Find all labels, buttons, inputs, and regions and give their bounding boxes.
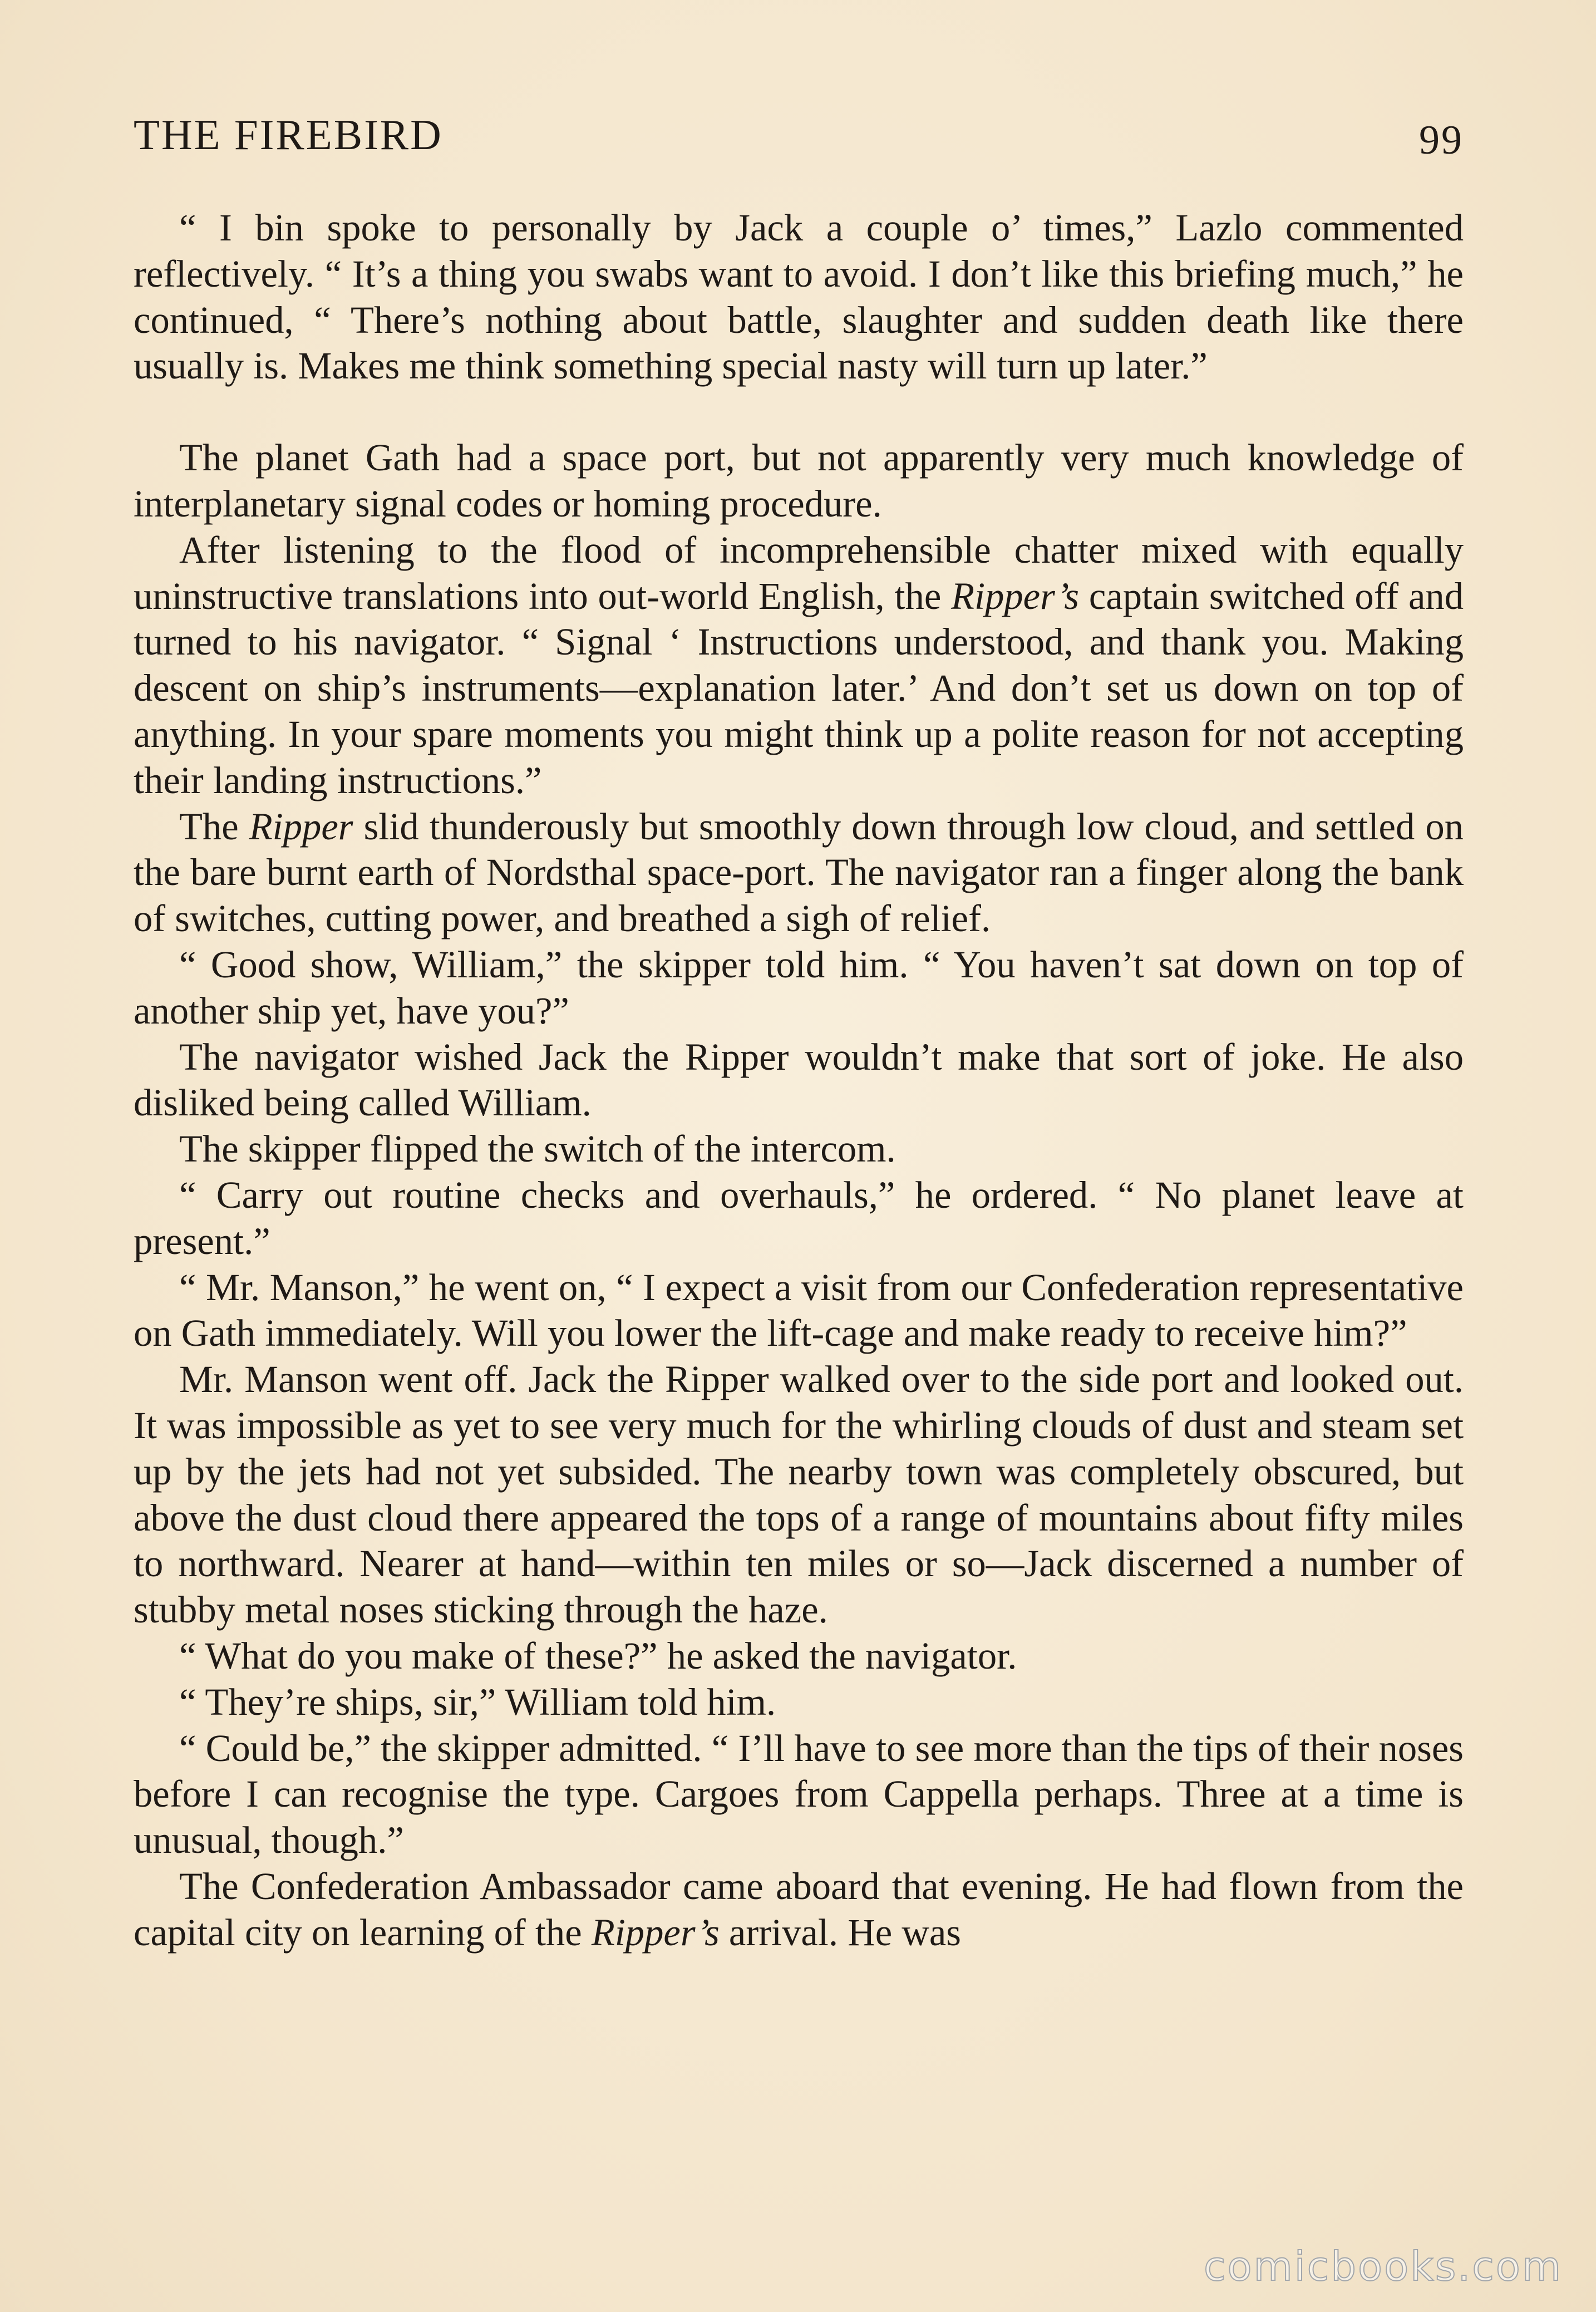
running-header	[134, 110, 1464, 166]
paragraph: “ Could be,” the skipper admitted. “ I’ll have to see more than the tips of their noses before I can recognise the type. Cargoes from Cappella perhaps. Three at a time is unusual, though.”	[134, 1726, 1464, 1862]
running-title: THE FIREBIRD	[134, 111, 443, 159]
paragraph: “ Carry out routine checks and overhauls,” he ordered. “ No planet leave at present.”	[134, 1173, 1464, 1262]
body-text	[134, 205, 1464, 1955]
paragraph: After listening to the flood of incomprehensible chatter mixed with equally uninstructive translations into out-world English, the Ripper’s captain switched off and turned to his navigator. “ Signal ‘ Instructions understood, and thank you. Making descent on ship’s instruments—explanation later.’ And don’t set us down on top of anything. In your spare moments you might think up a polite reason for not accepting their landing instructions.”	[134, 528, 1464, 801]
paragraph: The planet Gath had a space port, but not apparently very much knowledge of interplanetary signal codes or homing procedure.	[134, 436, 1464, 525]
paragraph: “ They’re ships, sir,” William told him.	[179, 1680, 776, 1723]
paragraph: The navigator wished Jack the Ripper wouldn’t make that sort of joke. He also disliked being called William.	[134, 1035, 1464, 1124]
paragraph: “ I bin spoke to personally by Jack a couple o’ times,” Lazlo commented reflectively. “ It’s a thing you swabs want to avoid. I don’t like this briefing much,” he continued, “ There’s nothing about battle, slaughter and sudden death like there usually is. Makes me think something special nasty will turn up later.”	[134, 206, 1464, 387]
paragraph: Mr. Manson went off. Jack the Ripper walked over to the side port and looked out. It was impossible as yet to see very much for the whirling clouds of dust and steam set up by the jets had not yet subsided. The nearby town was completely obscured, but above the dust cloud there appeared the tops of a range of mountains about fifty miles to northward. Nearer at hand—within ten miles or so—Jack discerned a number of stubby metal noses sticking through the haze.	[134, 1358, 1464, 1631]
page-number: 99	[1419, 117, 1464, 163]
paragraph: “ What do you make of these?” he asked the navigator.	[179, 1634, 1017, 1677]
paragraph: The Confederation Ambassador came aboard that evening. He had flown from the capital city on learning of the Ripper’s arrival. He was	[134, 1865, 1464, 1954]
paragraph: The Ripper slid thunderously but smoothly down through low cloud, and settled on the bare burnt earth of Nordsthal space-port. The navigator ran a finger along the bank of switches, cutting power, and breathed a sigh of relief.	[134, 805, 1464, 940]
paragraph: The skipper flipped the switch of the intercom.	[179, 1128, 896, 1170]
paragraph: “ Good show, William,” the skipper told him. “ You haven’t sat down on top of another ship yet, have you?”	[134, 943, 1464, 1032]
watermark: comicbooks.com	[1203, 2243, 1563, 2290]
paragraph: “ Mr. Manson,” he went on, “ I expect a visit from our Confederation representative on Gath immediately. Will you lower the lift-cage and make ready to receive him?”	[134, 1266, 1464, 1355]
